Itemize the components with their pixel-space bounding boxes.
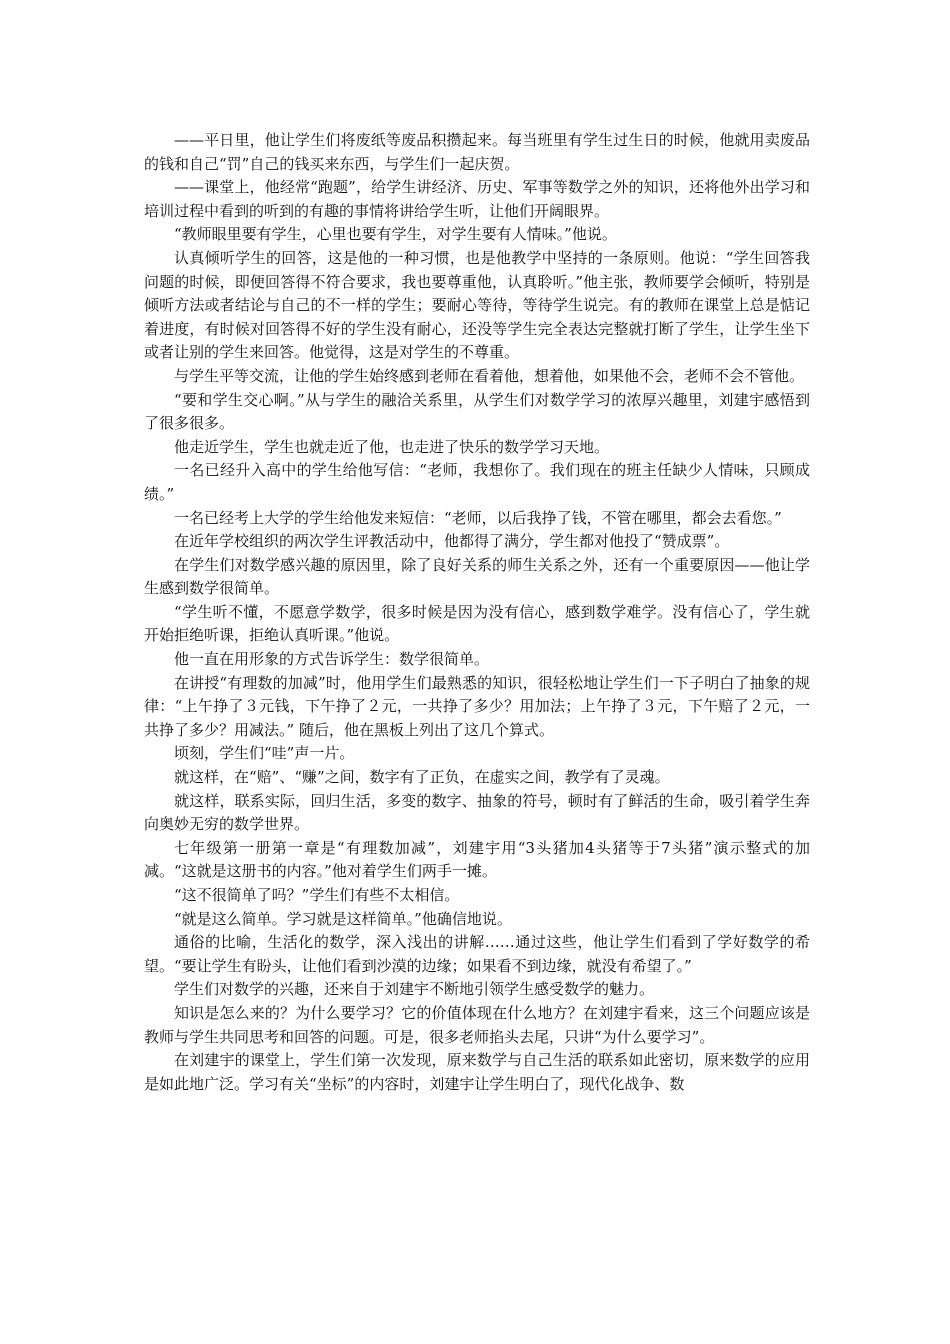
paragraph: ——课堂上，他经常“跑题”，给学生讲经济、历史、军事等数学之外的知识，还将他外出学习和培训过程中看到的听到的有趣的事情将讲给学生听，让他们开阔眼界。: [144, 178, 810, 220]
paragraph: 在讲授“有理数的加减”时，他用学生们最熟悉的知识，很轻松地让学生们一下子明白了抽象的规律：“上午挣了３元钱，下午挣了２元，一共挣了多少？用加法；上午挣了３元，下午赔了２元，一共挣了多少？用减法。” 随后，他在黑板上列出了这几个算式。: [144, 673, 810, 739]
paragraph: “就是这么简单。学习就是这样简单。”他确信地说。: [174, 909, 512, 928]
paragraph: “教师眼里要有学生，心里也要有学生，对学生要有人情味。”他说。: [174, 225, 617, 244]
paragraph: 就这样，联系实际，回归生活，多变的数字、抽象的符号，顿时有了鲜活的生命，吸引着学生奔向奥妙无穷的数学世界。: [144, 791, 810, 834]
paragraph: 在刘建宇的课堂上，学生们第一次发现，原来数学与自己生活的联系如此密切，原来数学的应用是如此地广泛。学习有关“坐标”的内容时，刘建宇让学生明白了，现代化战争、数: [144, 1051, 810, 1093]
paragraph: 知识是怎么来的？为什么要学习？它的价值体现在什么地方？在刘建宇看来，这三个问题应该是教师与学生共同思考和回答的问题。可是，很多老师掐头去尾，只讲“为什么要学习”。: [144, 1003, 810, 1046]
paragraph: 一名已经考上大学的学生给他发来短信：“老师，以后我挣了钱，不管在哪里，都会去看您。”: [174, 508, 782, 527]
paragraph: 他一直在用形象的方式告诉学生：数学很简单。: [174, 650, 490, 669]
paragraph: 通俗的比喻，生活化的数学，深入浅出的讲解……通过这些，他让学生们看到了学好数学的希望。“要让学生有盼头，让他们看到沙漠的边缘；如果看不到边缘，就没有希望了。”: [144, 933, 810, 975]
paragraph: ——平日里，他让学生们将废纸等废品积攒起来。每当班里有学生过生日的时候，他就用卖废品的钱和自己“罚”自己的钱买来东西，与学生们一起庆贺。: [144, 131, 810, 173]
paragraph: “这不很简单了吗？”学生们有些不太相信。: [174, 886, 460, 904]
paragraph: 与学生平等交流，让他的学生始终感到老师在看着他，想着他，如果他不会，老师不会不管他。: [174, 366, 805, 385]
paragraph: 他走近学生，学生也就走近了他，也走进了快乐的数学学习天地。: [174, 437, 610, 456]
paragraph: “学生听不懂，不愿意学数学，很多时候是因为没有信心，感到数学难学。没有信心了，学生就开始拒绝听课，拒绝认真听课。”他说。: [144, 602, 810, 645]
paragraph: 顷刻，学生们“哇”声一片。: [174, 744, 355, 763]
paragraph: 在近年学校组织的两次学生评教活动中，他都得了满分，学生都对他投了“赞成票”。: [174, 532, 730, 551]
paragraph: 就这样，在“赔”、“赚”之间，数字有了正负，在虚实之间，教学有了灵魂。: [174, 768, 670, 787]
paragraph: 一名已经升入高中的学生给他写信：“老师，我想你了。我们现在的班主任缺少人情味，只顾成绩。”: [144, 461, 810, 503]
paragraph: 认真倾听学生的回答，这是他的一种习惯，也是他教学中坚持的一条原则。他说：“学生回答我问题的时候，即便回答得不符合要求，我也要尊重他，认真聆听。”他主张，教师要学会倾听，特别是倾听方法或者结论与自己的不一样的学生；要耐心等待，等待学生说完。有的教师在课堂上总是惦记着进度，有时候对回答得不好的学生没有耐心，还没等学生完全表达完整就打断了学生，让学生坐下或者让别的学生来回答。他觉得，这是对学生的不尊重。: [144, 248, 810, 362]
paragraph: 学生们对数学的兴趣，还来自于刘建宇不断地引领学生感受数学的魅力。: [174, 980, 655, 999]
paragraph: “要和学生交心啊。”从与学生的融洽关系里，从学生们对数学学习的浓厚兴趣里，刘建宇感悟到了很多很多。: [144, 390, 810, 433]
document-page: [144, 129, 810, 1096]
paragraph: 在学生们对数学感兴趣的原因里，除了良好关系的师生关系之外，还有一个重要原因——他让学生感到数学很简单。: [144, 555, 810, 598]
paragraph: 七年级第一册第一章是“有理数加减”，刘建宇用“3头猪加4头猪等于7头猪”演示整式的加减。“这就是这册书的内容。”他对着学生们两手一摊。: [144, 838, 810, 881]
